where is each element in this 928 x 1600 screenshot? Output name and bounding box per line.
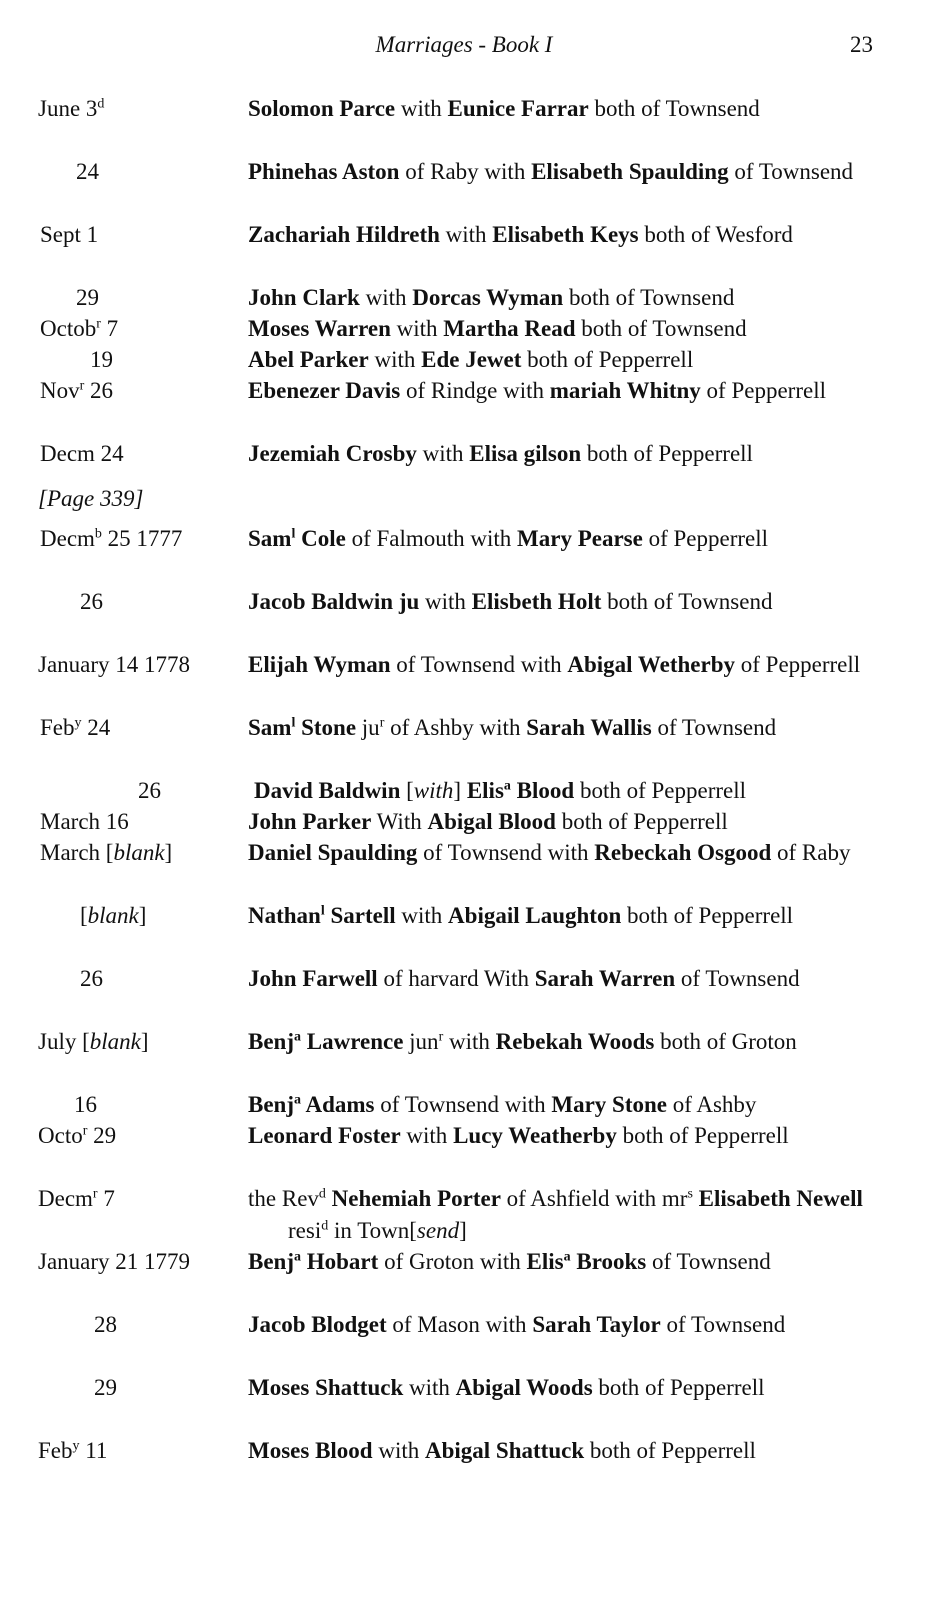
entry-date: 26 — [80, 589, 103, 614]
marriage-entry — [38, 963, 888, 1026]
entry-date: 28 — [94, 1312, 117, 1337]
marriage-entry — [38, 313, 888, 344]
marriage-entry — [38, 1435, 888, 1498]
entry-description: John Farwell of harvard With Sarah Warren of Townsend — [248, 966, 800, 991]
marriage-entry — [38, 1026, 888, 1089]
marriage-entry — [38, 649, 888, 712]
entry-date: July [blank] — [38, 1029, 149, 1054]
entry-description: Abel Parker with Ede Jewet both of Pepperrell — [248, 347, 694, 372]
entry-description: Phinehas Aston of Raby with Elisabeth Spaulding of Townsend — [248, 159, 854, 184]
entry-description: Jezemiah Crosby with Elisa gilson both of Pepperrell — [248, 441, 753, 466]
entry-date: Sept 1 — [40, 222, 99, 247]
entry-description: Nathan$^l$ Sartell with Abigail Laughton both of Pepperrell — [248, 903, 794, 928]
marriage-entry — [38, 523, 888, 586]
entry-date: Decm 24 — [40, 441, 124, 466]
marriage-entry — [38, 900, 888, 963]
entry-date: 29 — [76, 285, 99, 310]
marriage-entry — [38, 712, 888, 775]
entry-description: Solomon Parce with Eunice Farrar both of Townsend — [248, 96, 760, 121]
entry-description: John Parker With Abigal Blood both of Pepperrell — [248, 809, 728, 834]
entry-date: 19 — [90, 347, 113, 372]
marriage-entry — [38, 282, 888, 313]
entry-description: Ebenezer Davis of Rindge with mariah Whitny of Pepperrell — [248, 378, 826, 403]
entry-description: Jacob Baldwin ju with Elisbeth Holt both of Townsend — [248, 589, 773, 614]
marriage-entry — [38, 1246, 888, 1309]
page-reference: [Page 339] — [38, 486, 144, 511]
entry-description: Daniel Spaulding of Townsend with Rebeckah Osgood of Raby — [248, 840, 851, 865]
entry-description: Benj$^a$ Hobart of Groton with Elis$^a$ Brooks of Townsend — [248, 1249, 771, 1274]
entry-date: Feb$^y$ 24 — [40, 715, 111, 740]
page-header — [0, 30, 928, 64]
entry-description: Moses Warren with Martha Read both of Townsend — [248, 316, 747, 341]
entry-description: Zachariah Hildreth with Elisabeth Keys both of Wesford — [248, 222, 793, 247]
marriage-entry — [38, 438, 888, 469]
entry-description: Leonard Foster with Lucy Weatherby both of Pepperrell — [248, 1123, 789, 1148]
entry-date: Octob$^r$ 7 — [40, 316, 119, 341]
entry-description: Elijah Wyman of Townsend with Abigal Wetherby of Pepperrell — [248, 652, 861, 677]
entry-description: Sam$^l$ Cole of Falmouth with Mary Pearse of Pepperrell — [248, 526, 769, 551]
entry-description: Moses Blood with Abigal Shattuck both of Pepperrell — [248, 1438, 756, 1463]
entry-date: March [blank] — [40, 840, 173, 865]
entry-date: June 3$^d$ — [38, 96, 105, 121]
entry-date: March 16 — [40, 809, 129, 834]
entry-description: the Rev$^d$ Nehemiah Porter of Ashfield with $mr^s$ Elisabeth Newell resi$^d$ in Town[send] — [248, 1186, 863, 1243]
marriage-entry — [38, 1183, 888, 1246]
page-number: 23 — [850, 32, 873, 57]
marriage-entry — [38, 375, 888, 438]
entry-description: Sam$^l$ Stone $ju^r$ of Ashby with Sarah Wallis of Townsend — [248, 715, 777, 740]
entry-date: Feb$^y$ 11 — [38, 1438, 108, 1463]
marriage-entry — [38, 1309, 888, 1372]
entry-date: January 14 1778 — [38, 652, 191, 677]
entry-date: [blank] — [80, 903, 147, 928]
entry-description: David Baldwin [with] Elis$^a$ Blood both of Pepperrell — [254, 778, 747, 803]
entry-description: Benj$^a$ Adams of Townsend with Mary Stone of Ashby — [248, 1092, 757, 1117]
entry-description: Benj$^a$ Lawrence jun$^r$ with Rebekah Woods both of Groton — [248, 1029, 797, 1054]
entry-date: 26 — [80, 966, 103, 991]
marriage-entry — [38, 806, 888, 837]
entry-date: 26 — [138, 778, 161, 803]
marriage-entry — [38, 1372, 888, 1435]
page-title: Marriages - Book I — [375, 32, 553, 57]
marriage-entry — [38, 837, 888, 900]
marriage-entry — [38, 93, 888, 156]
entry-date: Octo$^r$ 29 — [38, 1123, 117, 1148]
marriage-entries — [38, 93, 888, 1498]
marriage-entry — [38, 219, 888, 282]
entry-date: 29 — [94, 1375, 117, 1400]
entry-description: John Clark with Dorcas Wyman both of Townsend — [248, 285, 735, 310]
marriage-entry — [38, 344, 888, 375]
entry-date: 24 — [76, 159, 99, 184]
marriage-entry — [38, 1120, 888, 1183]
marriage-entry — [38, 586, 888, 649]
entry-date: Decm$^r$ 7 — [38, 1186, 115, 1211]
marriage-entry — [38, 775, 888, 806]
entry-date: January 21 1779 — [38, 1249, 191, 1274]
entry-description: Jacob Blodget of Mason with Sarah Taylor of Townsend — [248, 1312, 786, 1337]
entry-description: Moses Shattuck with Abigal Woods both of Pepperrell — [248, 1375, 765, 1400]
entry-date: Nov$^r$ 26 — [40, 378, 114, 403]
marriage-entry — [38, 1089, 888, 1120]
entry-date: Decm$^b$ 25 1777 — [40, 526, 183, 551]
entry-date: 16 — [74, 1092, 97, 1117]
marriage-entry — [38, 156, 888, 219]
